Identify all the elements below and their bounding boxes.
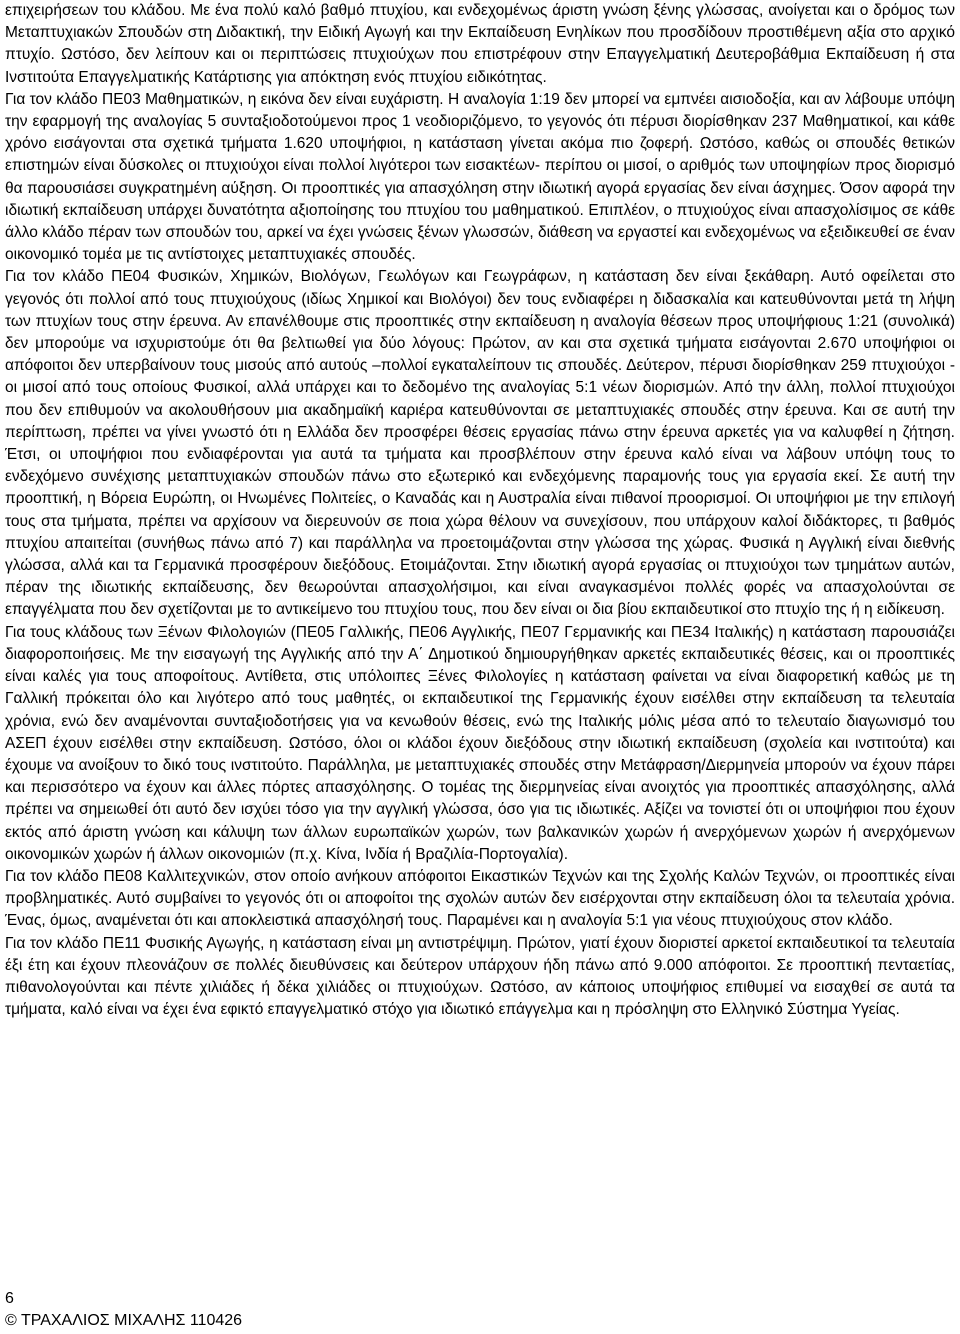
paragraph-pe08-arts: Για τον κλάδο ΠΕ08 Καλλιτεχνικών, στον οποίο ανήκουν απόφοιτοι Εικαστικών Τεχνών και της Σχολής Καλών Τεχνών, οι προοπτικές είναι προβληματικές. Αυτό συμβαίνει το γεγονός ότι οι αποφοίτοι της σχολών αυτών δεν εισέρχονται στην εκπαίδευση όλοι τα τελευταία χρόνια. Ένας, όμως, αναμένεται ότι και αποκλειστικά απασχόλησή τους. Παραμένει και η αναλογία 5:1 για νέους πτυχιούχους στον κλάδο.	[5, 867, 955, 930]
footer-author-line: © ΤΡΑΧΑΛΙΟΣ ΜΙΧΑΛΗΣ 110426	[5, 1312, 243, 1329]
paragraph-pe03-mathematics: Για τον κλάδο ΠΕ03 Μαθηματικών, η εικόνα δεν είναι ευχάριστη. Η αναλογία 1:19 δεν μπορεί να εμπνέει αισιοδοξία, και αν λάβουμε υπόψη την εφαρμογή της αναλογίας 5 συνταξιοδοτούμενοι προς 1 νεοδιοριζόμενο, το γεγονός ότι πέρυσι διορίσθηκαν 237 Μαθηματικοί, και κάθε χρόνο εισάγονται στα σχετικά τμήματα 1.620 υποψήφιοι, η κατάσταση γίνεται ακόμα πιο ζοφερή. Ωστόσο, καθώς οι σπουδές θετικών επιστημών είναι δύσκολες οι πτυχιούχοι είναι πολλοί λιγότεροι των εισακτέων- περίπου οι μισοί, ο αριθμός των υποψηφίων προς διορισμό θα παρουσιάσει συγκρατημένη αύξηση. Οι προοπτικές για απασχόληση στην ιδιωτική αγορά εργασίας δεν είναι άσχημες. Όσον αφορά την ιδιωτική εκπαίδευση υπάρχει δυνατότητα αξιοποίησης του πτυχίου του μαθηματικού. Επιπλέον, ο πτυχιούχος είναι απασχολίσιμος σε κάθε άλλο κλάδο πέραν των σπουδών του, αρκεί να έχει γνώσεις ξένων γλωσσών, διάθεση να εργαστεί και ενδεχομένως να εξειδικευθεί σε έναν οικονομικό τομέα με τις αντίστοιχες μεταπτυχιακές σπουδές.	[5, 90, 955, 264]
paragraph-intro-continuation: επιχειρήσεων του κλάδου. Με ένα πολύ καλό βαθμό πτυχίου, και ενδεχομένως άριστη γνώση ξένης γλώσσας, ανοίγεται και ο δρόμος των Μεταπτυχιακών Σπουδών στη Διδακτική, την Ειδική Αγωγή και την Εκπαίδευση Ενηλίκων που προσδίδουν προστιθέμενη αξία στο αρχικό πτυχίο. Ωστόσο, δεν λείπουν και οι περιπτώσεις πτυχιούχων που επιστρέφουν στην Επαγγελματική Δευτεροβάθμια Εκπαίδευση ή στα Ινστιτούτα Επαγγελματικής Κατάρτισης για απόκτηση ενός πτυχίου ειδικότητας.	[5, 2, 955, 86]
page-footer	[5, 1288, 242, 1332]
page-number: 6	[5, 1290, 14, 1307]
paragraph-pe11-physical-education: Για τον κλάδο ΠΕ11 Φυσικής Αγωγής, η κατάσταση είναι μη αντιστρέψιμη. Πρώτον, γιατί έχουν διοριστεί αρκετοί εκπαιδευτικοί τα τελευταία έξι έτη και έχουν πλεονάζουν σε πολλές διευθύνσεις και δεύτερον υπάρχουν ήδη πάνω από 9.000 απόφοιτοι. Σε προοπτική πενταετίας, πιθανολογούνται και πέντε χιλιάδες ή δέκα χιλιάδες οι πτυχιούχων. Ωστόσο, αν κάποιος υποψήφιος επιθυμεί να εισαχθεί σε αυτά τα τμήματα, καλό είναι να έχει ένα εφικτό επαγγελματικό στόχο για ιδιωτικό επάγγελμα και η πρόσληψη στο Ελληνικό Σύστημα Υγείας.	[5, 934, 955, 1019]
document-body	[5, 0, 955, 1021]
paragraph-foreign-languages: Για τους κλάδους των Ξένων Φιλολογιών (ΠΕ05 Γαλλικής, ΠΕ06 Αγγλικής, ΠΕ07 Γερμανικής και ΠΕ34 Ιταλικής) η κατάσταση παρουσιάζει διαφοροποιήσεις. Με την εισαγωγή της Αγγλικής από την Α΄ Δημοτικού δημιουργήθηκαν αρκετές εκπαιδευτικές θέσεις, και οι προοπτικές είναι καλές για τους αποφοίτους. Αντίθετα, στις υπόλοιπες Ξένες Φιλολογίες η κατάσταση φαίνεται να είναι διαφορετική καθώς με τη Γαλλική πρόκειται όλο και λιγότερο από τους μαθητές, οι εκπαιδευτικοί της Γερμανικής έχουν εισέλθει στην εκπαίδευση τα τελευταία χρόνια, ενώ δεν αναμένονται συνταξιοδοτήσεις για να κενωθούν θέσεις, ενώ της Ιταλικής μόλις μέσα από το τελευταίο διαγωνισμό του ΑΣΕΠ έχουν εισέλθει στην εκπαίδευση. Ωστόσο, όλοι οι κλάδοι έχουν διεξόδους στην ιδιωτική εκπαίδευση (σχολεία και ινστιτούτα) και έχουμε να ανοίξουν το δικό τους ινστιτούτο. Παράλληλα, με μεταπτυχιακές σπουδές στην Μετάφραση/Διερμηνεία μπορούν να έχουν πάρει και περισσότερο να έχουν και άλλες πόρτες απασχόλησης. Ο τομέας της διερμηνείας είναι ανοιχτός για προοπτικές απασχόλησης, αλλά πρέπει να σημειωθεί ότι αυτό δεν ισχύει τόσο για την αγγλική γλώσσα, όσο για τις ιδιωτικές. Αξίζει να τονιστεί ότι οι υποψήφιοι που έχουν εκτός από άριστη γνώση και κάλυψη των άλλων ευρωπαϊκών χωρών, των βαλκανικών χωρών ή ανερχόμενων χωρών ή ανερχόμενων οικονομικών χωρών ή άλλων οικονομιών (π.χ. Κίνα, Ινδία ή Βραζιλία-Πορτογαλία).	[5, 623, 955, 863]
paragraph-pe04-sciences: Για τον κλάδο ΠΕ04 Φυσικών, Χημικών, Βιολόγων, Γεωλόγων και Γεωγράφων, η κατάσταση δεν είναι ξεκάθαρη. Αυτό οφείλεται στο γεγονός ότι πολλοί από τους πτυχιούχους (ιδίως Χημικοί και Βιολόγοι) δεν τους ενδιαφέρει η διδασκαλία και κατευθύνονται μετά τη λήψη των πτυχίων τους στην έρευνα. Αν επανέλθουμε στις προοπτικές στην εκπαίδευση η αναλογία θέσεων προς υποψήφιους 1:21 (συνολικά) δεν μπορούμε να ισχυριστούμε ότι θα βελτιωθεί για δύο λόγους: Πρώτον, αν και στα σχετικά τμήματα εισάγονται 2.670 υποψήφιοι οι απόφοιτοι δεν υπερβαίνουν τους μισούς από αυτούς –πολλοί εγκαταλείπουν τις σπουδές. Δεύτερον, πέρυσι διορίσθηκαν 259 πτυχιούχοι - οι μισοί από τους οποίους Φυσικοί, αλλά υπάρχει και το δεδομένο της αναλογίας 5:1 νέων διορισμών. Από την άλλη, πολλοί πτυχιούχοι που δεν επιθυμούν να ακολουθήσουν μια ακαδημαϊκή καριέρα κατευθύνονται σε μεταπτυχιακές σπουδές στην έρευνα. Και σε αυτή την περίπτωση, πρέπει να γίνει γνωστό ότι η Ελλάδα δεν προσφέρει θέσεις εργασίας πάνω στην έρευνα αρκετές για να καλυφθεί η ζήτηση. Έτσι, οι υποψήφιοι που ενδιαφέρονται για αυτά τα τμήματα και προσβλέπουν στην έρευνα καλό είναι να λάβουν υπόψη τους το ενδεχόμενο συνέχισης μεταπτυχιακών σπουδών πάνω στο εξωτερικό και ενδεχόμενης παραμονής τους για εργασία εκεί. Σε αυτή την προοπτική, η Βόρεια Ευρώπη, οι Ηνωμένες Πολιτείες, ο Καναδάς και η Αυστραλία είναι πιθανοί προορισμοί. Οι υποψήφιοι με την επιλογή τους στα τμήματα, πρέπει να αρχίσουν να διερευνούν σε ποια χώρα θέλουν να συνεχίσουν, που υπάρχουν καλοί διδάκτορες, τι βαθμός πτυχίου απαιτείται (συνήθως πάνω από 7) και παράλληλα να προετοιμάζονται στην γλώσσα της χώρας. Φυσικά η Αγγλική είναι διεθνής γλώσσα, αλλά και τα Γερμανικά προσφέρουν διεξόδους. Ετοιμάζονται. Στην ιδιωτική αγορά εργασίας οι πτυχιούχοι των τμημάτων αυτών, πέραν της ιδιωτικής εκπαίδευσης, δεν θεωρούνται απασχολήσιμοι, και είναι αναγκασμένοι πολλές φορές να απασχολούνται σε επαγγέλματα που δεν σχετίζονται με το αντικείμενο του πτυχίου τους, που δεν είναι οι δια βίου εκπαιδευτικοί στο πτυχίο της ή η ειδίκευση.	[5, 268, 955, 619]
